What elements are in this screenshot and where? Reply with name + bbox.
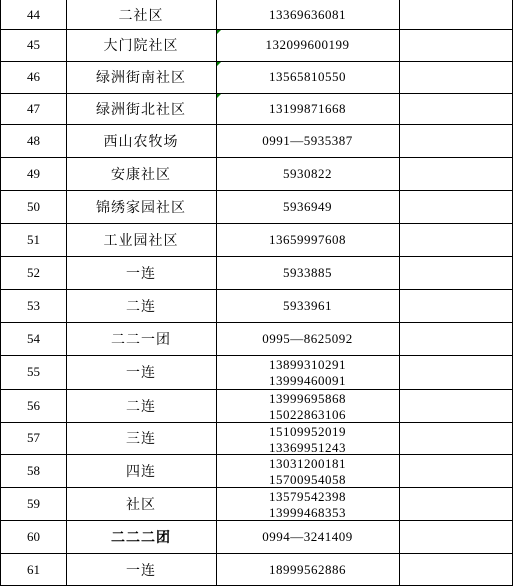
empty-cell (400, 553, 511, 586)
unit-name: 大门院社区 (103, 38, 179, 54)
phone-number: 0994—3241409 (262, 528, 353, 544)
table-row (0, 124, 515, 157)
table-row (0, 190, 515, 223)
row-divider (0, 322, 513, 323)
row-number: 54 (27, 330, 40, 346)
table-row (0, 0, 515, 29)
empty-cell (400, 124, 511, 157)
table-row (0, 355, 515, 389)
row-divider (0, 389, 513, 390)
phone-cell (217, 289, 398, 322)
phone-number: 13999460091 (269, 373, 346, 388)
row-number: 49 (27, 165, 40, 181)
comment-marker-icon (217, 94, 221, 98)
phone-number: 13369951243 (269, 440, 346, 454)
empty-cell (400, 0, 511, 29)
row-divider (0, 289, 513, 290)
unit-name: 二二二团 (111, 529, 171, 546)
unit-name: 四连 (126, 463, 156, 480)
column-divider (216, 0, 217, 586)
unit-name: 安康社区 (111, 166, 171, 183)
phone-number: 13999468353 (269, 505, 346, 520)
row-number: 53 (27, 297, 40, 313)
row-divider (0, 124, 513, 125)
unit-name: 二连 (126, 398, 156, 415)
table-row (0, 61, 515, 93)
row-number: 44 (27, 6, 40, 22)
row-divider (0, 487, 513, 488)
phone-number: 13999695868 (269, 391, 346, 406)
empty-cell (400, 322, 511, 355)
phone-cell (217, 322, 398, 355)
row-number: 58 (27, 462, 40, 478)
phone-cell (217, 0, 398, 29)
comment-marker-icon (217, 30, 221, 34)
unit-name: 二连 (126, 298, 156, 315)
empty-cell (400, 256, 511, 289)
row-number: 57 (27, 430, 40, 445)
row-divider (0, 223, 513, 224)
phone-number: 0995—8625092 (262, 330, 353, 346)
table-row (0, 454, 515, 487)
phone-number: 132099600199 (265, 37, 350, 52)
empty-cell (400, 389, 511, 422)
phone-number: 13199871668 (269, 100, 346, 116)
row-divider (0, 520, 513, 521)
empty-cell (400, 289, 511, 322)
row-divider (0, 190, 513, 191)
phone-cell (217, 93, 398, 124)
phone-number: 0991—5935387 (262, 132, 353, 148)
phone-cell (217, 553, 398, 586)
comment-marker-icon (217, 62, 221, 66)
row-number: 55 (27, 364, 40, 379)
table-row (0, 223, 515, 256)
empty-cell (400, 520, 511, 553)
unit-name: 西山农牧场 (103, 133, 179, 150)
table-row (0, 29, 515, 61)
row-number: 45 (27, 37, 40, 52)
column-divider (66, 0, 67, 586)
empty-cell (400, 355, 511, 389)
phone-cell (217, 223, 398, 256)
table-row (0, 289, 515, 322)
row-number: 56 (27, 397, 40, 413)
row-divider (0, 93, 513, 94)
phone-cell (217, 487, 398, 520)
table-row (0, 322, 515, 355)
phone-number: 18999562886 (269, 561, 346, 577)
table-row (0, 422, 515, 454)
table-row (0, 389, 515, 422)
phone-cell (217, 422, 398, 454)
unit-name: 工业园社区 (103, 232, 179, 249)
phone-cell (217, 389, 398, 422)
phone-cell (217, 355, 398, 389)
phone-cell (217, 256, 398, 289)
unit-name: 锦绣家园社区 (96, 199, 186, 216)
empty-cell (400, 190, 511, 223)
row-divider (0, 422, 513, 423)
phone-number: 15700954058 (269, 472, 346, 487)
phone-number: 13899310291 (269, 357, 346, 372)
table-row (0, 520, 515, 553)
phone-number: 5930822 (283, 165, 332, 181)
column-divider (0, 0, 1, 586)
row-divider (0, 29, 513, 30)
phone-number: 13031200181 (269, 456, 346, 471)
row-divider (0, 61, 513, 62)
phone-cell (217, 157, 398, 190)
table-row (0, 256, 515, 289)
empty-cell (400, 61, 511, 93)
phone-cell (217, 29, 398, 61)
phone-number: 15022863106 (269, 407, 346, 422)
phone-cell (217, 520, 398, 553)
phone-number: 13369636081 (269, 6, 346, 22)
phone-cell (217, 61, 398, 93)
table-row (0, 157, 515, 190)
row-divider (0, 256, 513, 257)
unit-name: 三连 (126, 431, 156, 447)
row-number: 59 (27, 495, 40, 511)
row-divider (0, 553, 513, 554)
unit-name: 二二一团 (111, 331, 171, 348)
row-divider (0, 454, 513, 455)
unit-name: 二社区 (118, 7, 164, 24)
phone-number: 15109952019 (269, 424, 346, 439)
phone-cell (217, 454, 398, 487)
unit-name: 一连 (126, 365, 156, 381)
row-number: 50 (27, 198, 40, 214)
empty-cell (400, 454, 511, 487)
empty-cell (400, 157, 511, 190)
empty-cell (400, 223, 511, 256)
row-divider (0, 157, 513, 158)
unit-name: 绿洲街北社区 (96, 101, 186, 118)
row-divider (0, 355, 513, 356)
unit-name: 绿洲街南社区 (96, 70, 186, 86)
row-number: 61 (27, 561, 40, 577)
phone-number: 13579542398 (269, 489, 346, 504)
row-number: 52 (27, 264, 40, 280)
table-row (0, 93, 515, 124)
row-number: 60 (27, 528, 40, 544)
column-divider (399, 0, 400, 586)
phone-number: 13565810550 (269, 69, 346, 84)
unit-name: 社区 (126, 496, 156, 513)
empty-cell (400, 29, 511, 61)
row-number: 51 (27, 231, 40, 247)
unit-name: 一连 (126, 562, 156, 579)
phone-number: 5936949 (283, 198, 332, 214)
unit-name: 一连 (126, 265, 156, 282)
table-row (0, 553, 515, 586)
phone-number: 5933885 (283, 264, 332, 280)
empty-cell (400, 487, 511, 520)
row-number: 46 (27, 69, 40, 84)
table-row (0, 487, 515, 520)
column-divider (512, 0, 513, 586)
empty-cell (400, 93, 511, 124)
phone-number: 13659997608 (269, 231, 346, 247)
row-number: 48 (27, 132, 40, 148)
row-number: 47 (27, 100, 40, 116)
phone-cell (217, 124, 398, 157)
phone-number: 5933961 (283, 297, 332, 313)
empty-cell (400, 422, 511, 454)
phone-cell (217, 190, 398, 223)
